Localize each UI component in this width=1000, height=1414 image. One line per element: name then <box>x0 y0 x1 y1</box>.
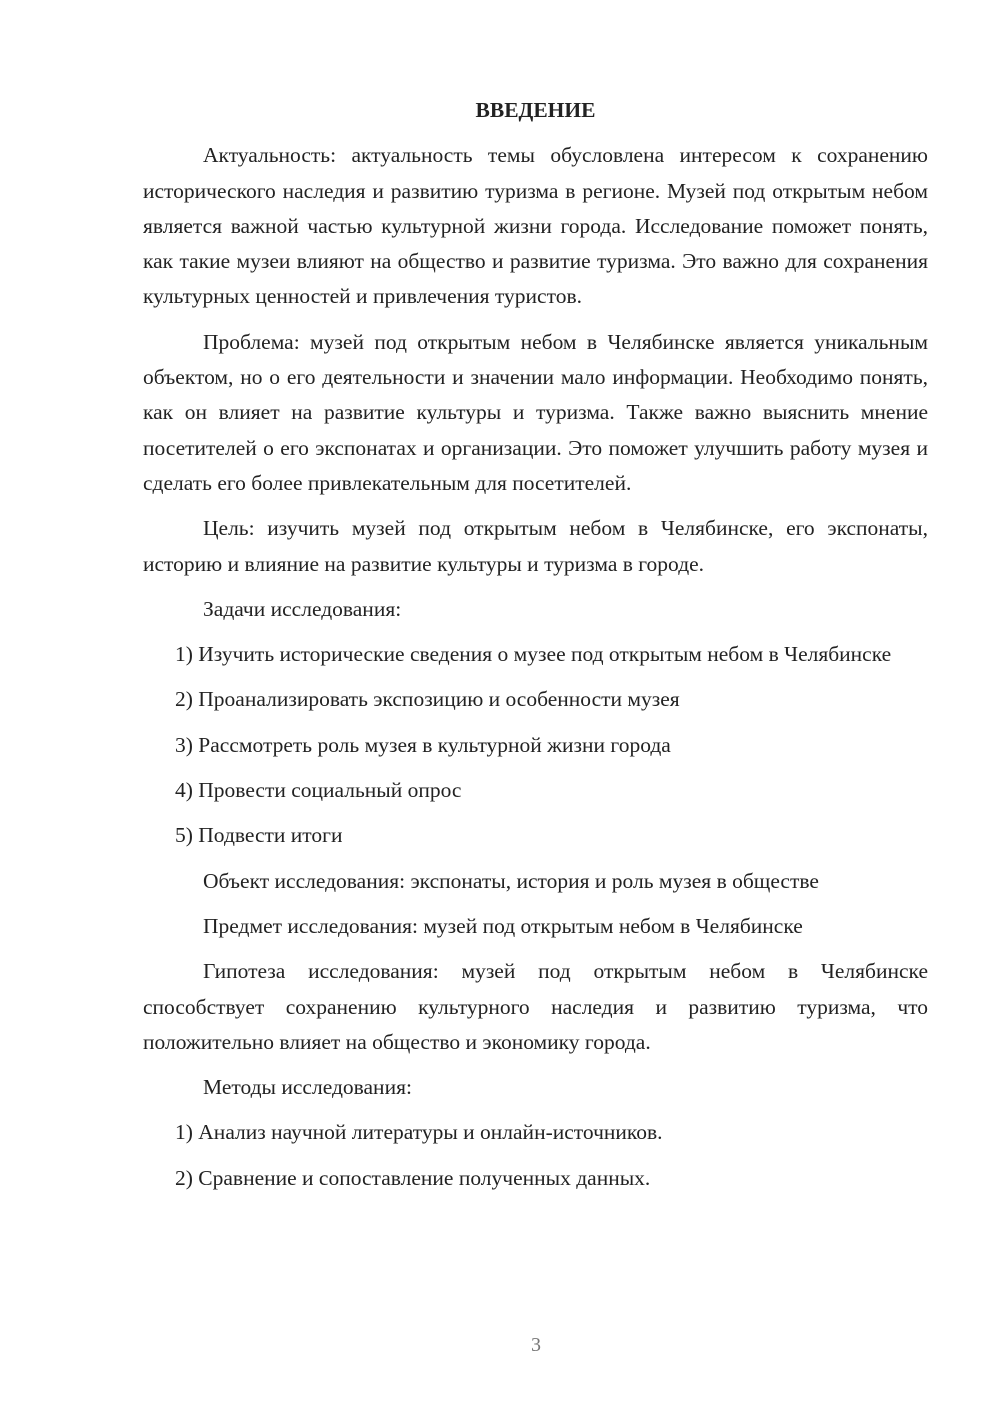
task-item: 2) Проанализировать экспозицию и особенности музея <box>175 687 680 712</box>
problem-paragraph: Проблема: музей под открытым небом в Челябинске является уникальным объектом, но о его деятельности и значении мало информации. Необходимо понять, как он влияет на развитие культуры и туризма. Также важно выяснить мнение посетителей о его экспонатах и организации. Это поможет улучшить работу музея и сделать его более привлекательным для посетителей. <box>143 329 928 495</box>
method-item: 2) Сравнение и сопоставление полученных данных. <box>175 1165 651 1190</box>
object-line: Объект исследования: экспонаты, история и роль музея в обществе <box>203 868 819 893</box>
page-title: ВВЕДЕНИЕ <box>475 98 596 122</box>
task-item: 3) Рассмотреть роль музея в культурной жизни города <box>175 732 671 757</box>
method-item: 1) Анализ научной литературы и онлайн-источников. <box>175 1120 663 1145</box>
goal-paragraph: Цель: изучить музей под открытым небом в Челябинске, его экспонаты, историю и влияние на развитие культуры и туризма в городе. <box>143 516 928 576</box>
methods-heading: Методы исследования: <box>203 1075 412 1100</box>
document-page <box>143 93 928 1206</box>
task-item: 4) Провести социальный опрос <box>175 778 462 803</box>
task-item: 1) Изучить исторические сведения о музее под открытым небом в Челябинске <box>175 642 892 667</box>
tasks-heading: Задачи исследования: <box>203 596 402 621</box>
page-number: 3 <box>531 1334 541 1356</box>
task-item: 5) Подвести итоги <box>175 823 343 848</box>
relevance-paragraph: Актуальность: актуальность темы обусловлена интересом к сохранению исторического наследия и развитию туризма в регионе. Музей под открытым небом является важной частью культурной жизни города. Исследование поможет понять, как такие музеи влияют на общество и развитие туризма. Это важно для сохранения культурных ценностей и привлечения туристов. <box>143 143 928 309</box>
subject-line: Предмет исследования: музей под открытым небом в Челябинске <box>203 913 803 938</box>
hypothesis-paragraph: Гипотеза исследования: музей под открытым небом в Челябинске способствует сохранению культурного наследия и развитию туризма, что положительно влияет на общество и экономику города. <box>143 959 928 1054</box>
